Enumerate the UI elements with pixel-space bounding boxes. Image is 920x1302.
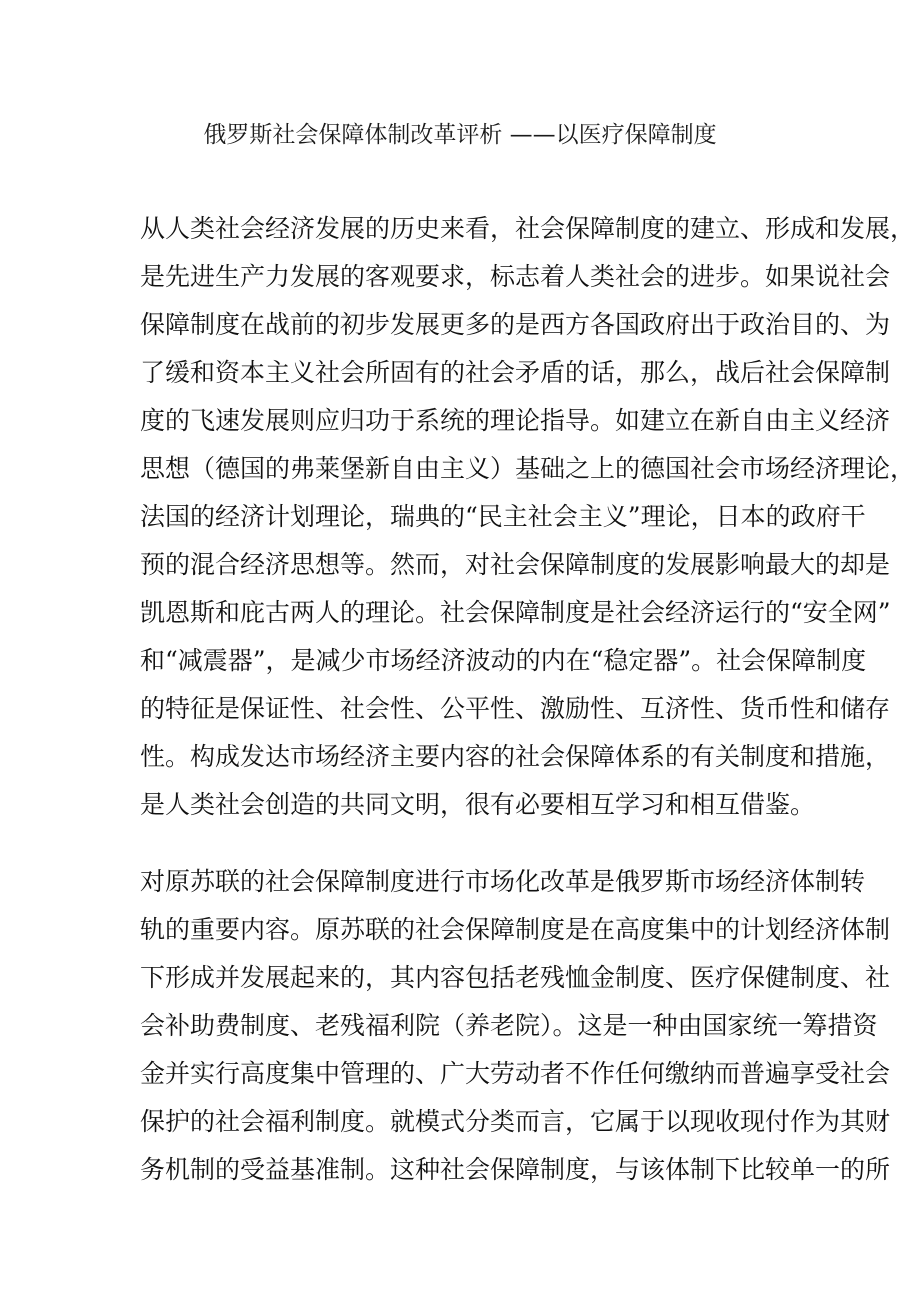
- text-line: 是人类社会创造的共同文明，很有必要相互学习和相互借鉴。: [140, 790, 816, 819]
- text-line: 度的飞速发展则应归功于系统的理论指导。如建立在新自由主义经济: [140, 406, 891, 435]
- paragraph-1: [140, 205, 916, 829]
- text-line: 和“减震器”，是减少市场经济波动的内在“稳定器”。社会保障制度: [140, 646, 867, 675]
- text-line: 对原苏联的社会保障制度进行市场化改革是俄罗斯市场经济体制转: [140, 867, 866, 896]
- text-line: 会补助费制度、老残福利院（养老院）。这是一种由国家统一筹措资: [140, 1011, 878, 1040]
- text-line: 保障制度在战前的初步发展更多的是西方各国政府出于政治目的、为: [140, 310, 891, 339]
- text-line: 性。构成发达市场经济主要内容的社会保障体系的有关制度和措施，: [140, 742, 891, 771]
- text-line: 保护的社会福利制度。就模式分类而言，它属于以现收现付作为其财: [140, 1107, 891, 1136]
- text-line: 轨的重要内容。原苏联的社会保障制度是在高度集中的计划经济体制: [140, 915, 891, 944]
- text-line: 从人类社会经济发展的历史来看，社会保障制度的建立、形成和发展，: [140, 214, 916, 243]
- text-line: 了缓和资本主义社会所固有的社会矛盾的话，那么，战后社会保障制: [140, 358, 891, 387]
- text-line: 务机制的受益基准制。这种社会保障制度，与该体制下比较单一的所: [140, 1155, 891, 1184]
- text-line: 思想（德国的弗莱堡新自由主义）基础之上的德国社会市场经济理论，: [140, 454, 916, 483]
- text-line: 法国的经济计划理论，瑞典的“民主社会主义”理论，日本的政府干: [140, 502, 866, 531]
- text-line: 金并实行高度集中管理的、广大劳动者不作任何缴纳而普遍享受社会: [140, 1059, 891, 1088]
- document-title: 俄罗斯社会保障体制改革评析 ——以医疗保障制度: [203, 122, 717, 148]
- paragraph-2: [140, 858, 891, 1194]
- text-line: 的特征是保证性、社会性、公平性、激励性、互济性、货币性和储存: [140, 694, 891, 723]
- text-line: 下形成并发展起来的，其内容包括老残恤金制度、医疗保健制度、社: [140, 963, 891, 992]
- text-line: 凯恩斯和庇古两人的理论。社会保障制度是社会经济运行的“安全网”: [140, 598, 891, 627]
- text-line: 是先进生产力发展的客观要求，标志着人类社会的进步。如果说社会: [140, 262, 891, 291]
- text-line: 预的混合经济思想等。然而，对社会保障制度的发展影响最大的却是: [140, 550, 891, 579]
